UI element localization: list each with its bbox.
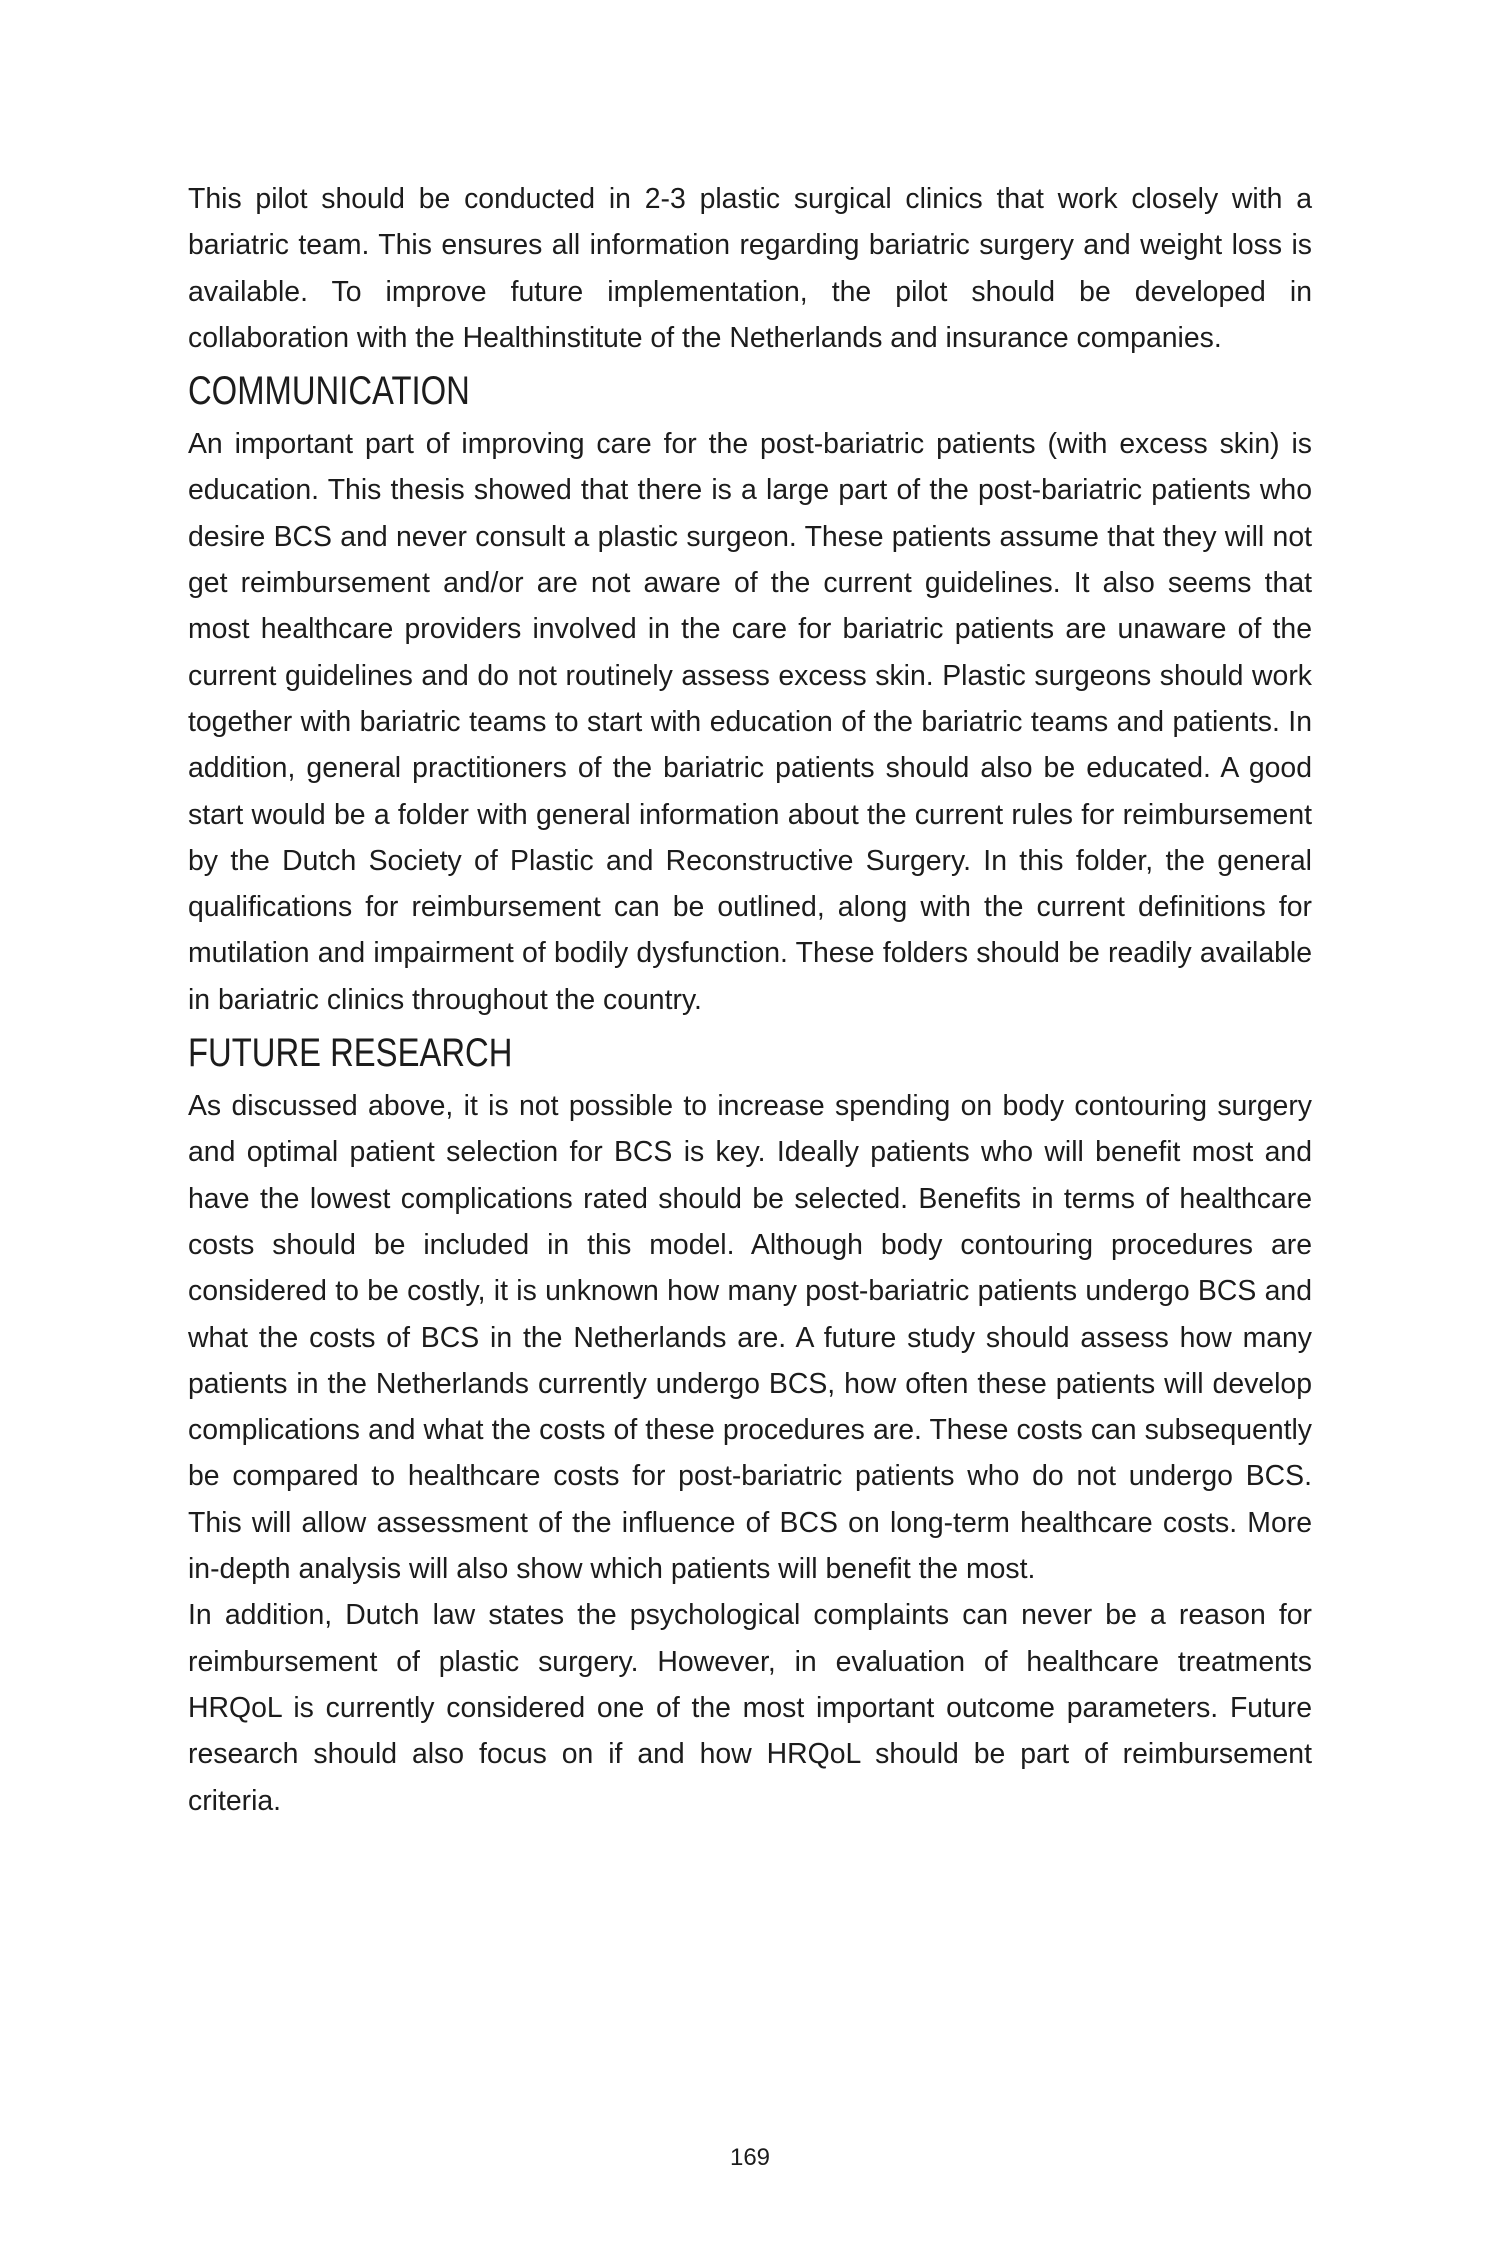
section-heading-future-research: FUTURE RESEARCH: [188, 1031, 513, 1076]
future-research-paragraph-1: As discussed above, it is not possible to increase spending on body contouring surgery and optimal patient selection for BCS is key. Ideally patients who will benefit most and have the lowest complications rated should be selected. Benefits in terms of healthcare costs should be included in this model. Although body contouring procedures are considered to be costly, it is unknown how many post-bariatric patients undergo BCS and what the costs of BCS in the Netherlands are. A future study should assess how many patients in the Netherlands currently undergo BCS, how often these patients will develop complications and what the costs of these procedures are. These costs can subsequently be compared to healthcare costs for post-bariatric patients who do not undergo BCS. This will allow assessment of the influence of BCS on long-term healthcare costs. More in-depth analysis will also show which patients will benefit the most.: [188, 1090, 1312, 1586]
intro-paragraph: This pilot should be conducted in 2-3 plastic surgical clinics that work closely with a bariatric team. This ensures all information regarding bariatric surgery and weight loss is available. To improve future implementation, the pilot should be developed in collaboration with the Healthinstitute of the Netherlands and insurance companies.: [188, 183, 1312, 354]
communication-paragraph: An important part of improving care for the post-bariatric patients (with excess skin) is education. This thesis showed that there is a large part of the post-bariatric patients who desire BCS and never consult a plastic surgeon. These patients assume that they will not get reimbursement and/or are not aware of the current guidelines. It also seems that most healthcare providers involved in the care for bariatric patients are unaware of the current guidelines and do not routinely assess excess skin. Plastic surgeons should work together with bariatric teams to start with education of the bariatric teams and patients. In addition, general practitioners of the bariatric patients should also be educated. A good start would be a folder with general information about the current rules for reimbursement by the Dutch Society of Plastic and Reconstructive Surgery. In this folder, the general qualifications for reimbursement can be outlined, along with the current definitions for mutilation and impairment of bodily dysfunction. These folders should be readily available in bariatric clinics throughout the country.: [188, 428, 1312, 1016]
section-heading-communication: COMMUNICATION: [188, 369, 470, 414]
future-research-paragraph-2: In addition, Dutch law states the psychological complaints can never be a reason for reimbursement of plastic surgery. However, in evaluation of healthcare treatments HRQoL is currently considered one of the most important outcome parameters. Future research should also focus on if and how HRQoL should be part of reimbursement criteria.: [188, 1599, 1312, 1817]
page-number: 169: [729, 2144, 771, 2171]
page-content: [188, 176, 1312, 1824]
